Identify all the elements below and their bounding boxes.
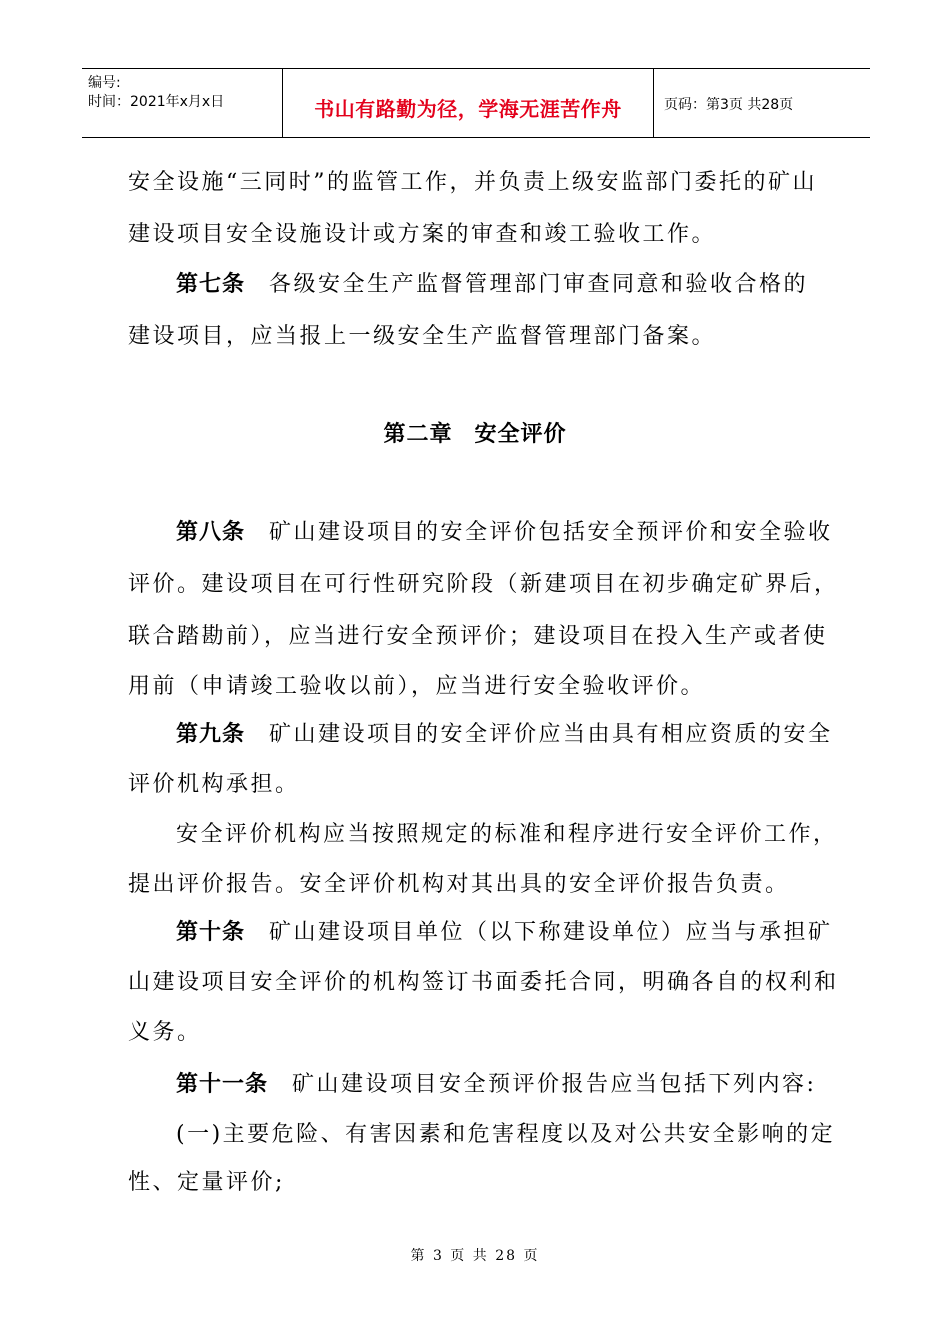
header-page-cell [654, 69, 870, 137]
text-line: 提出评价报告。安全评价机构对其出具的安全评价报告负责。 [128, 872, 790, 897]
text-line: 山建设项目安全评价的机构签订书面委托合同，明确各自的权利和 [128, 970, 839, 995]
list-item-line: (一)主要危险、有害因素和危害程度以及对公共安全影响的定 [176, 1122, 836, 1147]
date-label: 时间：2021年x月x日 [88, 94, 225, 110]
article-title: 第七条 [176, 272, 246, 297]
header-motto-cell [283, 69, 654, 137]
article-text: 矿山建设项目单位（以下称建设单位）应当与承担矿 [269, 920, 833, 945]
page-footer: 第 3 页 共 28 页 [410, 1248, 540, 1264]
article-text: 矿山建设项目安全预评价报告应当包括下列内容: [292, 1072, 817, 1097]
text-line: 义务。 [128, 1020, 202, 1045]
number-label: 编号: [88, 75, 121, 91]
article-title: 第八条 [176, 520, 246, 545]
article-title: 第十条 [176, 920, 246, 945]
chapter-number: 第二章 [383, 422, 453, 447]
text-line: 建设项目，应当报上一级安全生产监督管理部门备案。 [128, 324, 717, 349]
article-9 [176, 720, 833, 750]
text-line: 安全设施“三同时”的监管工作，并负责上级安监部门委托的矿山 [128, 170, 817, 195]
chapter-heading [0, 420, 950, 450]
text-line: 联合踏勘前），应当进行安全预评价；建设项目在投入生产或者使 [128, 624, 828, 649]
article-7 [176, 270, 808, 300]
article-10 [176, 918, 833, 948]
text-line: 评价。建设项目在可行性研究阶段（新建项目在初步确定矿界后， [128, 572, 839, 597]
article-text: 矿山建设项目的安全评价应当由具有相应资质的安全 [269, 722, 833, 747]
article-title: 第九条 [176, 722, 246, 747]
header-info-cell [82, 69, 283, 137]
motto: 书山有路勤为径，学海无涯苦作舟 [314, 97, 622, 121]
article-text: 矿山建设项目的安全评价包括安全预评价和安全验收 [269, 520, 833, 545]
text-line: 性、定量评价; [128, 1170, 285, 1195]
article-text: 各级安全生产监督管理部门审查同意和验收合格的 [269, 272, 809, 297]
article-11 [176, 1070, 816, 1100]
text-line: 评价机构承担。 [128, 772, 300, 797]
text-line: 用前（申请竣工验收以前），应当进行安全验收评价。 [128, 674, 706, 699]
chapter-title: 安全评价 [474, 422, 567, 447]
text-line: 建设项目安全设施设计或方案的审查和竣工验收工作。 [128, 222, 717, 247]
article-8 [176, 518, 833, 548]
article-title: 第十一条 [176, 1072, 269, 1097]
page-header [82, 68, 870, 138]
paragraph-line: 安全评价机构应当按照规定的标准和程序进行安全评价工作， [176, 822, 838, 847]
page-info: 页码：第3页 共28页 [664, 97, 794, 113]
